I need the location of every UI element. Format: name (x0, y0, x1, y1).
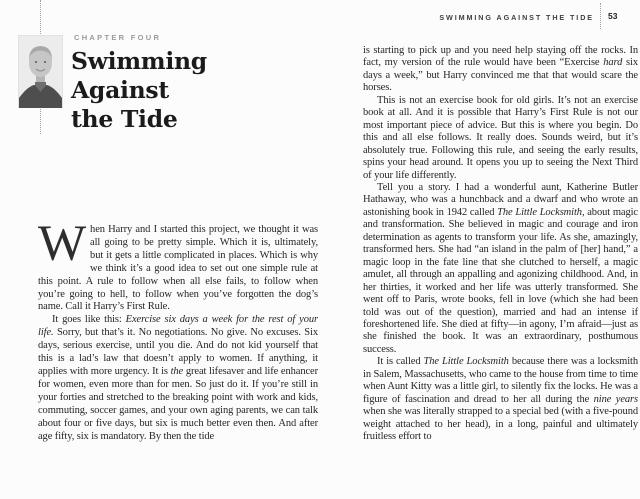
text-run: about magic and transformation. She believed in magic and courage and iron determination as agents to transform your life. As she, amazingly, transformed hers. She had “an island in the palm of [her] hand,” a magic loop in the fate line that she clutched to herself, a magic amulet, all through an appalling and agonizing childhood. And, in her thirties, it worked and her life was utterly transformed. She went off to Paris, wrote books, fell in love (which she had been told was out of the question), married and had an intense if foreshortened life. She died at fifty—in agony, I’m afraid—just as she finished the book. It was an extraordinary, posthumous success. (363, 206, 638, 355)
text-run: because there was a locksmith in Salem, Massachusetts, who came to the house from time to time when Aunt Kitty was a little girl, to silently fix the locks. He was a figure of fascination and dread to her all during the (363, 356, 638, 405)
italic-text-run: nine years (593, 393, 638, 405)
text-run: This is not an exercise book for old girls. It’s not an exercise book at all. And it is possible that Harry’s First Rule is not our most important piece of advice. But this is where you begin. Do this and all else follows. It really does. Sounds weird, but it’s absolutely true. Following this rule, and seeing the early results, spins your head around. It opens you up to seeing the Next Third of your life differently. (363, 94, 638, 181)
italic-text-run: hard (603, 57, 623, 69)
paragraph (38, 216, 318, 314)
text-run: hen Harry and I started this project, we thought it was all going to be pretty simple. Which it is, ultimately, but it gets a little complicated in places. Which is why we think it’s a good idea to set out one simple rule at this point. A rule to follow when all else fails, to follow when you’re going to hell, to follow when you’ve forgotten the dog’s name. Call it Harry’s First Rule. (38, 224, 318, 313)
text-run: It goes like this: (52, 314, 126, 326)
text-run: is starting to pick up and you need help staying off the rocks. In fact, my version of the rule would have been “Exercise (363, 45, 638, 69)
text-run: It is called (377, 356, 424, 368)
page-number: 53 (608, 11, 618, 21)
paragraph (363, 95, 638, 182)
text-run: Sorry, but that’s it. No negotiations. No give. No excuses. Six days, serious exercise, until you die. And do not kid yourself that this is a lad’s law that doesn’t apply to women. If anything, it applies with more urgency. It is (38, 327, 318, 377)
italic-text-run: The Little Locksmith (423, 356, 509, 368)
drop-cap: W (38, 216, 87, 272)
italic-text-run: the (170, 365, 184, 377)
text-run: great lifesaver and life enhancer for women, even more than for men. So just do it. If you’re still in your forties and stretched to the breaking point with work and kids, commuting, soccer games, and your own aging parents, we can talk about four or five days, but six is much better even then. And after age fifty, six is mandatory. By then the tide (38, 365, 318, 442)
right-page-body-text (363, 45, 638, 444)
text-run: Tell you a story. I had a wonderful aunt, Katherine Butler Hathaway, who was a hunchback and a dwarf and who wrote an astonishing book in 1942 called (363, 181, 638, 218)
italic-text-run: Exercise six days a week for the rest of your life. (38, 314, 318, 339)
chapter-title-line: Against (71, 75, 169, 104)
running-header: SWIMMING AGAINST THE TIDE (439, 13, 594, 22)
chapter-title (71, 47, 311, 133)
chapter-title-line: Swimming (71, 47, 207, 75)
text-run: when she was literally strapped to a special bed (with a five-pound weight attached to her head), in a long, painful and ultimately fruitless effort to (363, 406, 638, 443)
chapter-label: CHAPTER FOUR (74, 33, 162, 42)
paragraph (363, 182, 638, 356)
italic-text-run: The Little Locksmith, (497, 206, 585, 218)
paragraph (363, 45, 638, 95)
text-run: six days a week,” but Harry convinced me that that would scare the horses. (363, 57, 638, 94)
paragraph (363, 356, 638, 443)
paragraph (38, 314, 318, 443)
header-divider-dotted (600, 3, 601, 29)
left-page-body-text (38, 216, 318, 443)
chapter-title-line: the Tide (71, 104, 178, 133)
author-photo (18, 35, 63, 108)
